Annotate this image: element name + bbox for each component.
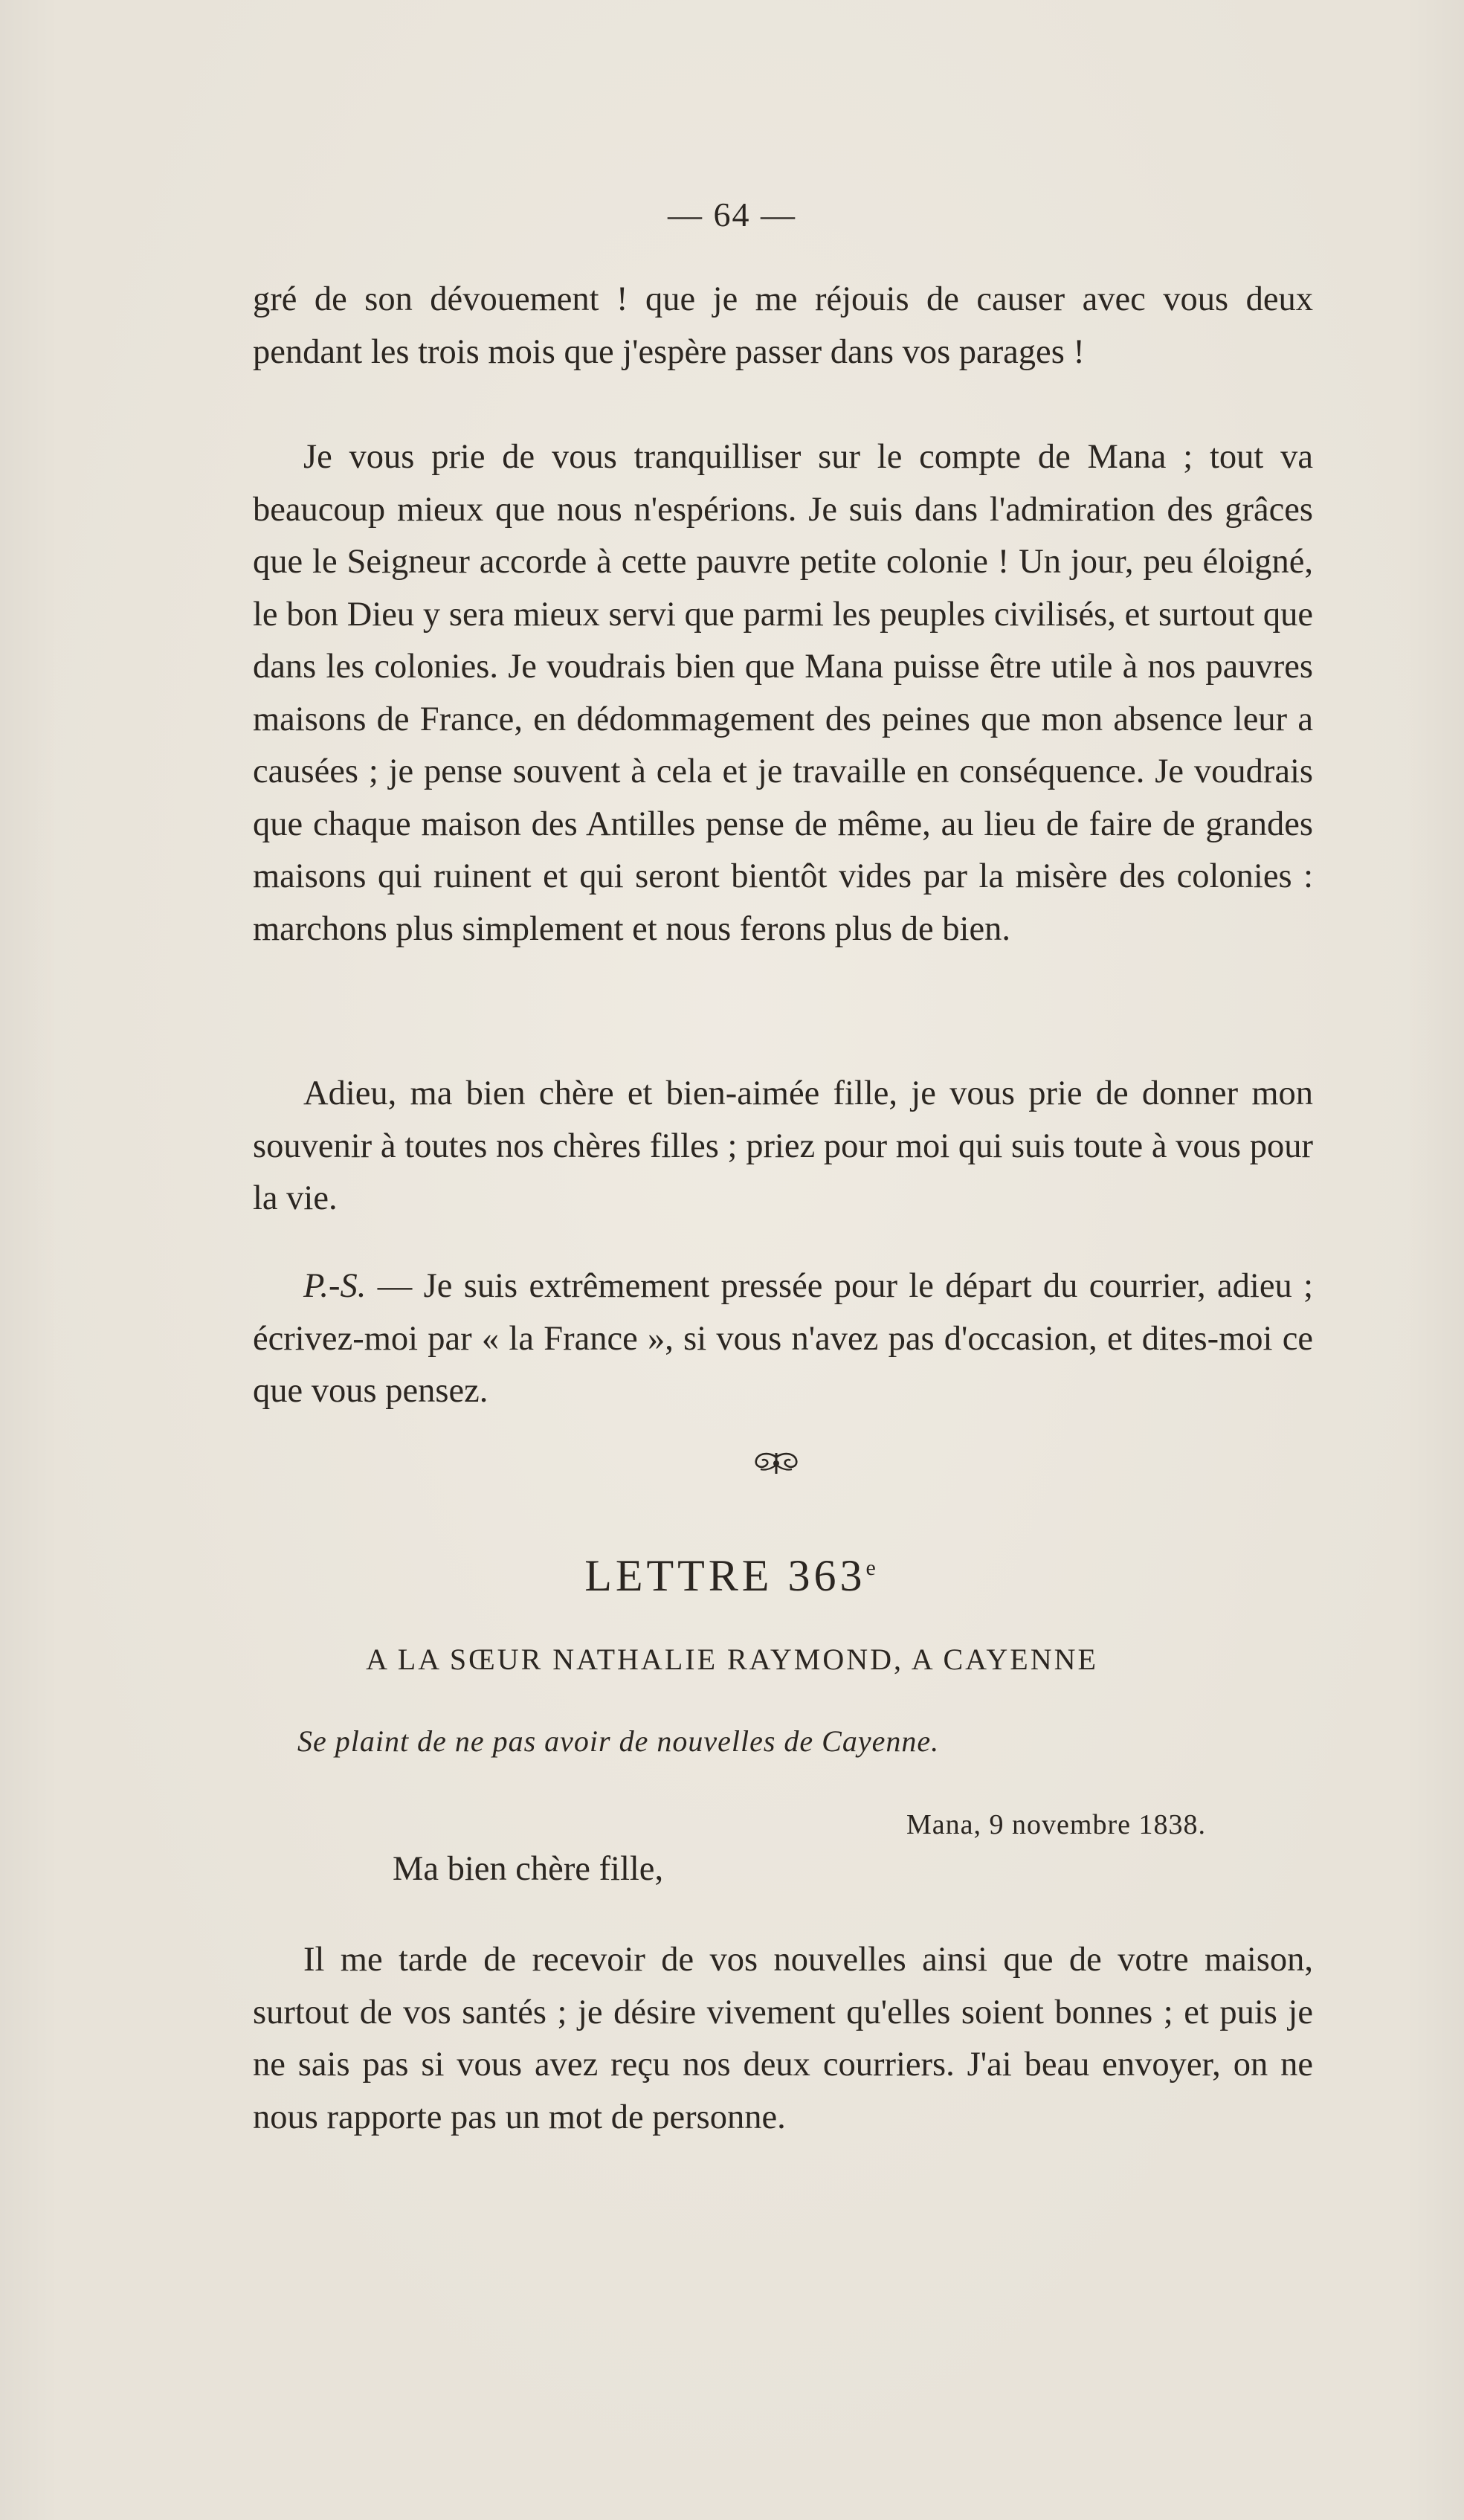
paragraph-text: gré de son dévouement ! que je me réjouis de causer avec vous deux pendant les trois mois que j'espère passer dans vos parages ! xyxy=(253,280,1313,371)
letter-salutation: Ma bien chère fille, xyxy=(393,1850,664,1888)
postscript xyxy=(253,1260,1313,1418)
postscript-body: — Je suis extrêmement pressée pour le départ du courrier, adieu ; écrivez-moi par « la France », si vous n'avez pas d'occasion, et dites-moi ce que vous pensez. xyxy=(253,1267,1313,1410)
paragraph-continuation xyxy=(253,274,1313,378)
fleuron-ornament-icon xyxy=(750,1448,802,1478)
letter-title-text: LETTRE 363 xyxy=(584,1551,866,1600)
letter-dateline: Mana, 9 novembre 1838. xyxy=(906,1809,1206,1840)
paragraph-text: Adieu, ma bien chère et bien-aimée fille, je vous prie de donner mon souvenir à toutes nos chères filles ; priez pour moi qui suis toute à vous pour la vie. xyxy=(253,1074,1313,1217)
paragraph-text: Je vous prie de vous tranquilliser sur le compte de Mana ; tout va beaucoup mieux que nous n'espérions. Je suis dans l'admiration des grâces que le Seigneur accorde à cette pauvre petite colonie ! Un jour, peu éloigné, le bon Dieu y sera mieux servi que parmi les peuples civilisés, et surtout que dans les colonies. Je voudrais bien que Mana puisse être utile à nos pauvres maisons de France, en dédommagement des peines que mon absence leur a causées ; je pense souvent à cela et je travaille en conséquence. Je voudrais que chaque maison des Antilles pense de même, au lieu de faire de grandes maisons qui ruinent et qui seront bientôt vides par la misère des colonies : marchons plus simplement et nous ferons plus de bien. xyxy=(253,438,1313,948)
paragraph-farewell xyxy=(253,1068,1313,1225)
letter-title xyxy=(0,1550,1464,1602)
letter-recipient: A LA SŒUR NATHALIE RAYMOND, A CAYENNE xyxy=(366,1643,1098,1676)
page-number: — 64 — xyxy=(668,196,796,233)
paragraph-text: Il me tarde de recevoir de vos nouvelles ainsi que de votre maison, surtout de vos santés ; je désire vivement qu'elles soient bonnes ; et puis je ne sais pas si vous avez reçu nos deux courriers. J'ai beau envoyer, on ne nous rapporte pas un mot de personne. xyxy=(253,1941,1313,2136)
letter-summary: Se plaint de ne pas avoir de nouvelles de Cayenne. xyxy=(297,1724,940,1758)
postscript-text xyxy=(253,1260,1313,1418)
letter-body-paragraph xyxy=(253,1934,1313,2144)
paragraph-mana xyxy=(253,431,1313,956)
postscript-label: P.-S. xyxy=(303,1267,367,1305)
letter-title-superscript: e xyxy=(865,1556,880,1580)
